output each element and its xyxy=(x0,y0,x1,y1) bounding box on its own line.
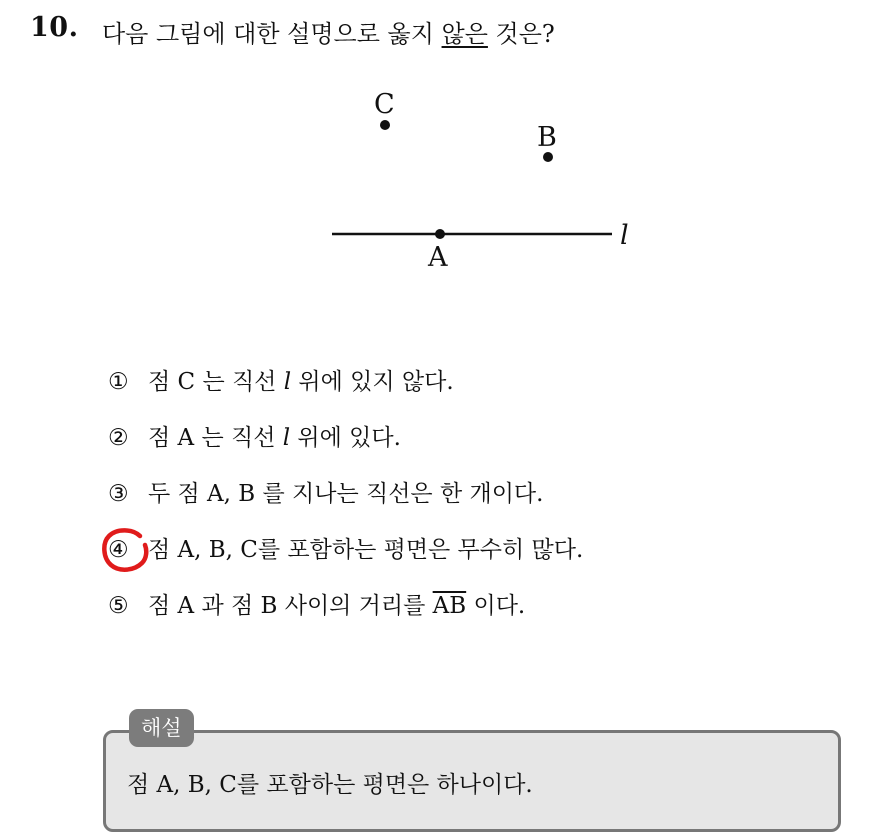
question-underlined-word: 않은 xyxy=(441,20,488,48)
choice-5[interactable] xyxy=(108,590,525,622)
choice-1[interactable] xyxy=(108,366,454,398)
question-number: 10. xyxy=(30,12,79,43)
choice-5-text-post: 이다. xyxy=(466,593,526,619)
choice-1-number: ① xyxy=(108,369,129,395)
point-c-label: C xyxy=(374,89,395,120)
point-a-label: A xyxy=(428,242,448,273)
choice-2-number: ② xyxy=(108,425,129,451)
choice-4[interactable] xyxy=(108,534,583,566)
choice-4-number: ④ xyxy=(108,537,129,563)
choice-1-line-symbol: l xyxy=(283,369,292,395)
answer-mark-circle xyxy=(100,526,150,574)
answer-mark-stroke xyxy=(104,530,146,569)
solution-text: 점 A, B, C를 포함하는 평면은 하나이다. xyxy=(127,772,533,798)
choice-2-text-pre: 점 A 는 직선 xyxy=(148,425,283,451)
choice-3-number: ③ xyxy=(108,481,129,507)
solution-tag: 해설 xyxy=(129,709,194,747)
point-b-dot xyxy=(543,152,553,162)
choice-1-text-post: 위에 있지 않다. xyxy=(291,369,454,395)
question-text-before: 다음 그림에 대한 설명으로 옳지 xyxy=(102,20,442,48)
choice-2-text-post: 위에 있다. xyxy=(290,425,401,451)
geometry-figure xyxy=(0,0,884,340)
choice-3-text: 두 점 A, B 를 지나는 직선은 한 개이다. xyxy=(148,481,544,507)
point-a-dot xyxy=(435,229,445,239)
choice-2[interactable] xyxy=(108,422,401,454)
point-b-label: B xyxy=(537,122,557,153)
choice-5-number: ⑤ xyxy=(108,593,129,619)
choice-1-text-pre: 점 C 는 직선 xyxy=(148,369,284,395)
point-c-dot xyxy=(380,120,390,130)
choice-5-text-pre: 점 A 과 점 B 사이의 거리를 xyxy=(148,593,433,619)
choice-5-segment-ab: $\overline{AB}$ xyxy=(432,593,467,619)
choice-2-line-symbol: l xyxy=(282,425,291,451)
question-text-after: 것은? xyxy=(487,20,555,48)
line-l-label: l xyxy=(620,220,629,251)
choice-3[interactable] xyxy=(108,478,543,510)
choice-4-text: 점 A, B, C를 포함하는 평면은 무수히 많다. xyxy=(148,537,584,563)
